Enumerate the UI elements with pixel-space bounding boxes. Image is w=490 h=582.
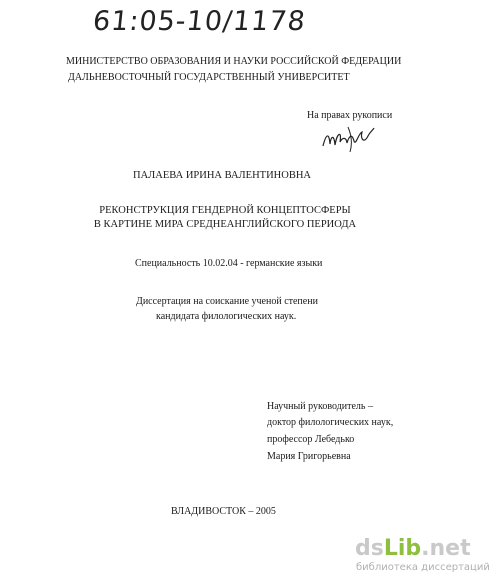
logo-text-ds: ds <box>355 536 384 561</box>
supervisor-line-2: доктор филологических наук, <box>267 417 394 428</box>
supervisor-line-4: Мария Григорьевна <box>267 451 351 462</box>
dslib-logo[interactable] <box>355 536 471 561</box>
supervisor-line-3: профессор Лебедько <box>267 434 355 445</box>
archive-stamp-number: 61:05-10/1178 <box>91 6 308 37</box>
degree-line-1: Диссертация на соискание ученой степени <box>136 296 318 307</box>
city-year: ВЛАДИВОСТОК – 2005 <box>171 506 276 517</box>
university-heading: ДАЛЬНЕВОСТОЧНЫЙ ГОСУДАРСТВЕННЫЙ УНИВЕРСИТЕТ <box>68 72 350 83</box>
degree-line-2: кандидата филологических наук. <box>156 311 297 322</box>
specialty-line: Специальность 10.02.04 - германские языки <box>135 258 323 269</box>
dslib-caption: библиотека диссертаций <box>356 562 490 573</box>
dissertation-title-line-1: РЕКОНСТРУКЦИЯ ГЕНДЕРНОЙ КОНЦЕПТОСФЕРЫ <box>99 205 351 216</box>
dissertation-title-line-2: В КАРТИНЕ МИРА СРЕДНЕАНГЛИЙСКОГО ПЕРИОДА <box>93 219 357 230</box>
handwritten-signature <box>320 124 376 154</box>
logo-text-net: .net <box>421 536 471 561</box>
logo-text-lib: Lib <box>383 536 422 561</box>
author-name: ПАЛАЕВА ИРИНА ВАЛЕНТИНОВНА <box>133 170 312 181</box>
ministry-heading: МИНИСТЕРСТВО ОБРАЗОВАНИЯ И НАУКИ РОССИЙСКОЙ ФЕДЕРАЦИИ <box>66 56 402 67</box>
manuscript-rights-note: На правах рукописи <box>307 110 393 121</box>
supervisor-line-1: Научный руководитель – <box>267 401 373 412</box>
